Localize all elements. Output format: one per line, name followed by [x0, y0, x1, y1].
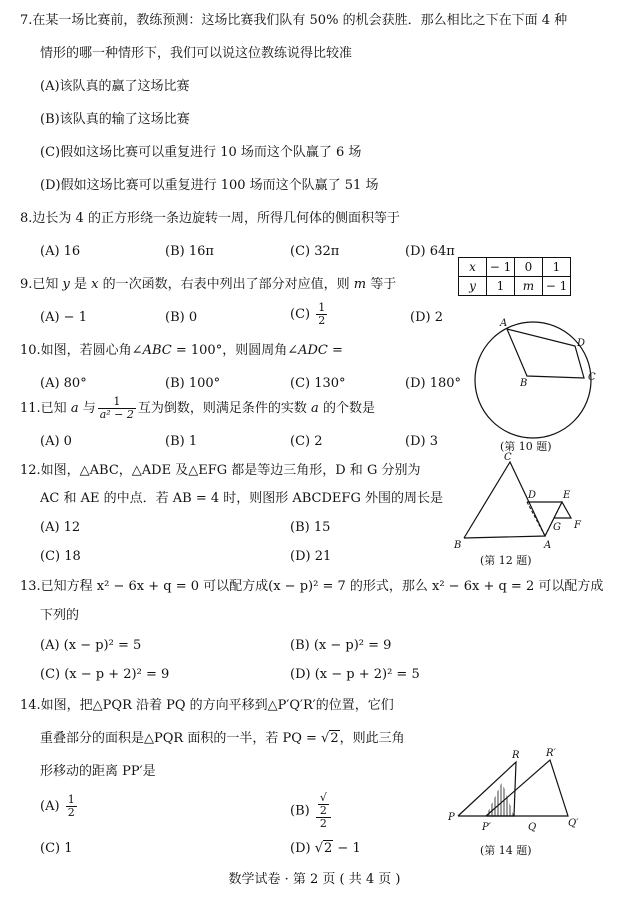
q10-angle-adc: ADC	[298, 343, 328, 358]
q11-stem-mid2: 互为倒数，则满足条件的实数	[137, 401, 312, 416]
q10-label-a: A	[500, 318, 508, 329]
q9-var-y: y	[62, 277, 70, 292]
q10-circle-figure	[470, 312, 610, 462]
q12-label-b: B	[454, 540, 462, 551]
q9-option-c	[290, 300, 329, 330]
q14-stem2-post: ，则此三角	[339, 731, 405, 746]
sqrt-sign: √	[314, 841, 324, 856]
q11-fraction	[98, 396, 136, 421]
q14-label-q: Q	[528, 822, 537, 833]
sqrt-radicand: 2	[318, 804, 329, 817]
q14-option-c: (C) 1	[40, 841, 73, 856]
table-cell: m	[515, 277, 543, 296]
fraction-denominator: 2	[318, 314, 326, 327]
q10-option-c: (C) 130°	[290, 376, 346, 391]
q14-sqrt-sign: √	[321, 731, 330, 746]
q9-option-c-fraction	[316, 302, 327, 327]
q14-option-b-fraction	[316, 792, 331, 830]
page-footer: 数学试卷 · 第 2 页 ( 共 4 页 )	[228, 872, 401, 887]
q8-option-d: (D) 64π	[405, 244, 455, 259]
q13-stem-line2: 下列的	[40, 608, 80, 623]
q13-option-a: (A) (x − p)² = 5	[40, 638, 142, 653]
q9-option-a: (A) − 1	[40, 310, 87, 325]
q9-option-b: (B) 0	[165, 310, 198, 325]
q7-option-b: (B)该队真的输了这场比赛	[40, 112, 190, 127]
q10-option-a: (A) 80°	[40, 376, 87, 391]
q13-option-b: (B) (x − p)² = 9	[290, 638, 392, 653]
q7-option-c: (C)假如这场比赛可以重复进行 10 场而这个队赢了 6 场	[40, 145, 362, 160]
q9-stem	[20, 276, 396, 294]
q14-option-a-fraction	[66, 794, 77, 819]
q10-label-c: C	[588, 372, 596, 383]
q14-label-p: P	[448, 812, 455, 823]
q7-stem-line2: 情形的哪一种情形下，我们可以说这位教练说得比较准	[40, 46, 353, 61]
q14-label-q-prime: Q′	[568, 818, 579, 829]
q7-option-d: (D)假如这场比赛可以重复进行 100 场而这个队赢了 51 场	[40, 178, 379, 193]
q14-option-a-label: (A)	[40, 799, 60, 814]
q14-option-d-tail: − 1	[333, 841, 361, 856]
q10-angle-abc: ABC	[142, 343, 172, 358]
table-cell: − 1	[487, 258, 515, 277]
q14-sqrt-radicand: 2	[330, 731, 339, 746]
q11-option-c: (C) 2	[290, 434, 323, 449]
q9-option-c-label: (C)	[290, 307, 311, 322]
q10-option-b: (B) 100°	[165, 376, 221, 391]
q8-option-a: (A) 16	[40, 244, 81, 259]
q10-stem-post: =	[327, 343, 343, 358]
q12-segment-da	[527, 502, 545, 536]
q11-stem	[20, 394, 375, 424]
q13-option-c: (C) (x − p + 2)² = 9	[40, 667, 170, 682]
fraction-denominator: a² − 2	[99, 408, 134, 421]
q10-quadrilateral	[507, 329, 584, 378]
q10-stem-mid: = 100°，则圆周角∠	[171, 343, 299, 358]
q9-stem-mid1: 是	[69, 277, 92, 292]
q9-var-m: m	[353, 277, 367, 292]
q10-label-d: D	[577, 338, 586, 349]
q11-stem-mid1: 与	[78, 401, 96, 416]
fraction-numerator: 1	[98, 396, 136, 409]
q9-table-row-x	[459, 258, 571, 277]
table-cell: 1	[487, 277, 515, 296]
q14-stem-line3: 形移动的距离 PP′是	[40, 764, 156, 779]
table-cell: y	[459, 277, 487, 296]
q9-option-d: (D) 2	[410, 310, 443, 325]
q13-stem-line1: 13.已知方程 x² − 6x + q = 0 可以配方成(x − p)² = 7 的形式，那么 x² − 6x + q = 2 可以配方成	[20, 579, 604, 594]
q9-stem-post: 等于	[366, 277, 397, 292]
q7-stem-line1: 7.在某一场比赛前，教练预测：这场比赛我们队有 50% 的机会获胜．那么相比之下在下面 4 种	[20, 13, 568, 28]
q14-stem-line1: 14.如图，把△PQR 沿着 PQ 的方向平移到△P′Q′R′的位置，它们	[20, 698, 394, 713]
q8-option-c: (C) 32π	[290, 244, 340, 259]
q9-table-row-y	[459, 277, 571, 296]
q12-option-c: (C) 18	[40, 549, 81, 564]
fraction-denominator: 2	[319, 817, 327, 830]
q14-option-b	[290, 792, 333, 830]
q12-option-b: (B) 15	[290, 520, 331, 535]
fraction-numerator: 1	[318, 301, 326, 314]
q9-stem-mid2: 的一次函数，右表中列出了部分对应值，则	[98, 277, 354, 292]
q14-overlap-hatch	[486, 782, 514, 816]
q14-label-r-prime: R′	[546, 748, 556, 759]
q7-option-a: (A)该队真的赢了这场比赛	[40, 79, 190, 94]
fraction-denominator: 2	[67, 806, 75, 819]
q10-circle	[475, 322, 591, 438]
q8-option-b: (B) 16π	[165, 244, 214, 259]
q11-option-b: (B) 1	[165, 434, 198, 449]
q12-label-d: D	[528, 490, 537, 501]
q11-option-a: (A) 0	[40, 434, 72, 449]
sqrt-sign: √	[319, 791, 327, 804]
q14-option-a	[40, 792, 79, 822]
q14-option-b-label: (B)	[290, 803, 310, 819]
q10-stem-pre: 10.如图，若圆心角∠	[20, 343, 143, 358]
q10-stem	[20, 342, 343, 360]
q12-label-e: E	[563, 490, 571, 501]
q14-label-p-prime: P′	[482, 822, 491, 833]
q12-label-g: G	[553, 522, 561, 533]
q12-option-a: (A) 12	[40, 520, 81, 535]
q14-stem2-pre: 重叠部分的面积是△PQR 面积的一半，若 PQ =	[40, 731, 322, 746]
q12-label-a: A	[544, 540, 552, 551]
q11-option-d: (D) 3	[405, 434, 438, 449]
q13-option-d: (D) (x − p + 2)² = 5	[290, 667, 420, 682]
fraction-numerator	[316, 792, 331, 818]
table-cell: 1	[543, 258, 571, 277]
q10-option-d: (D) 180°	[405, 376, 462, 391]
q12-stem-line1: 12.如图，△ABC，△ADE 及△EFG 都是等边三角形，D 和 G 分别为	[20, 463, 421, 478]
q9-stem-pre: 9.已知	[20, 277, 63, 292]
fraction-numerator: 1	[67, 793, 75, 806]
table-cell: 0	[515, 258, 543, 277]
q11-var-a2: a	[311, 401, 319, 416]
q11-stem-pre: 11.已知	[20, 401, 71, 416]
q8-stem: 8.边长为 4 的正方形绕一条边旋转一周，所得几何体的侧面积等于	[20, 211, 400, 226]
q10-label-b: B	[520, 378, 528, 389]
q9-var-x: x	[91, 277, 99, 292]
q11-var-a: a	[70, 401, 79, 416]
q12-stem-line2: AC 和 AE 的中点．若 AB = 4 时，则图形 ABCDEFG 外围的周长是	[40, 491, 443, 506]
q10-caption: (第 10 题)	[500, 440, 552, 453]
q14-option-d-label: (D)	[290, 841, 311, 856]
q12-caption: (第 12 题)	[480, 554, 532, 567]
q11-stem-post: 的个数是	[318, 401, 375, 416]
q12-label-c: C	[504, 452, 512, 463]
table-cell: − 1	[543, 277, 571, 296]
sqrt-radicand: 2	[324, 841, 333, 856]
q14-translation-figure	[440, 742, 590, 860]
q12-option-d: (D) 21	[290, 549, 332, 564]
table-cell: x	[459, 258, 487, 277]
q14-stem-line2	[40, 730, 405, 748]
q12-label-f: F	[574, 520, 581, 531]
q14-label-r: R	[512, 750, 520, 761]
q14-caption: (第 14 题)	[480, 844, 532, 857]
q9-value-table	[458, 257, 571, 296]
q14-option-d	[290, 840, 361, 858]
q12-triangles-figure	[450, 450, 600, 570]
